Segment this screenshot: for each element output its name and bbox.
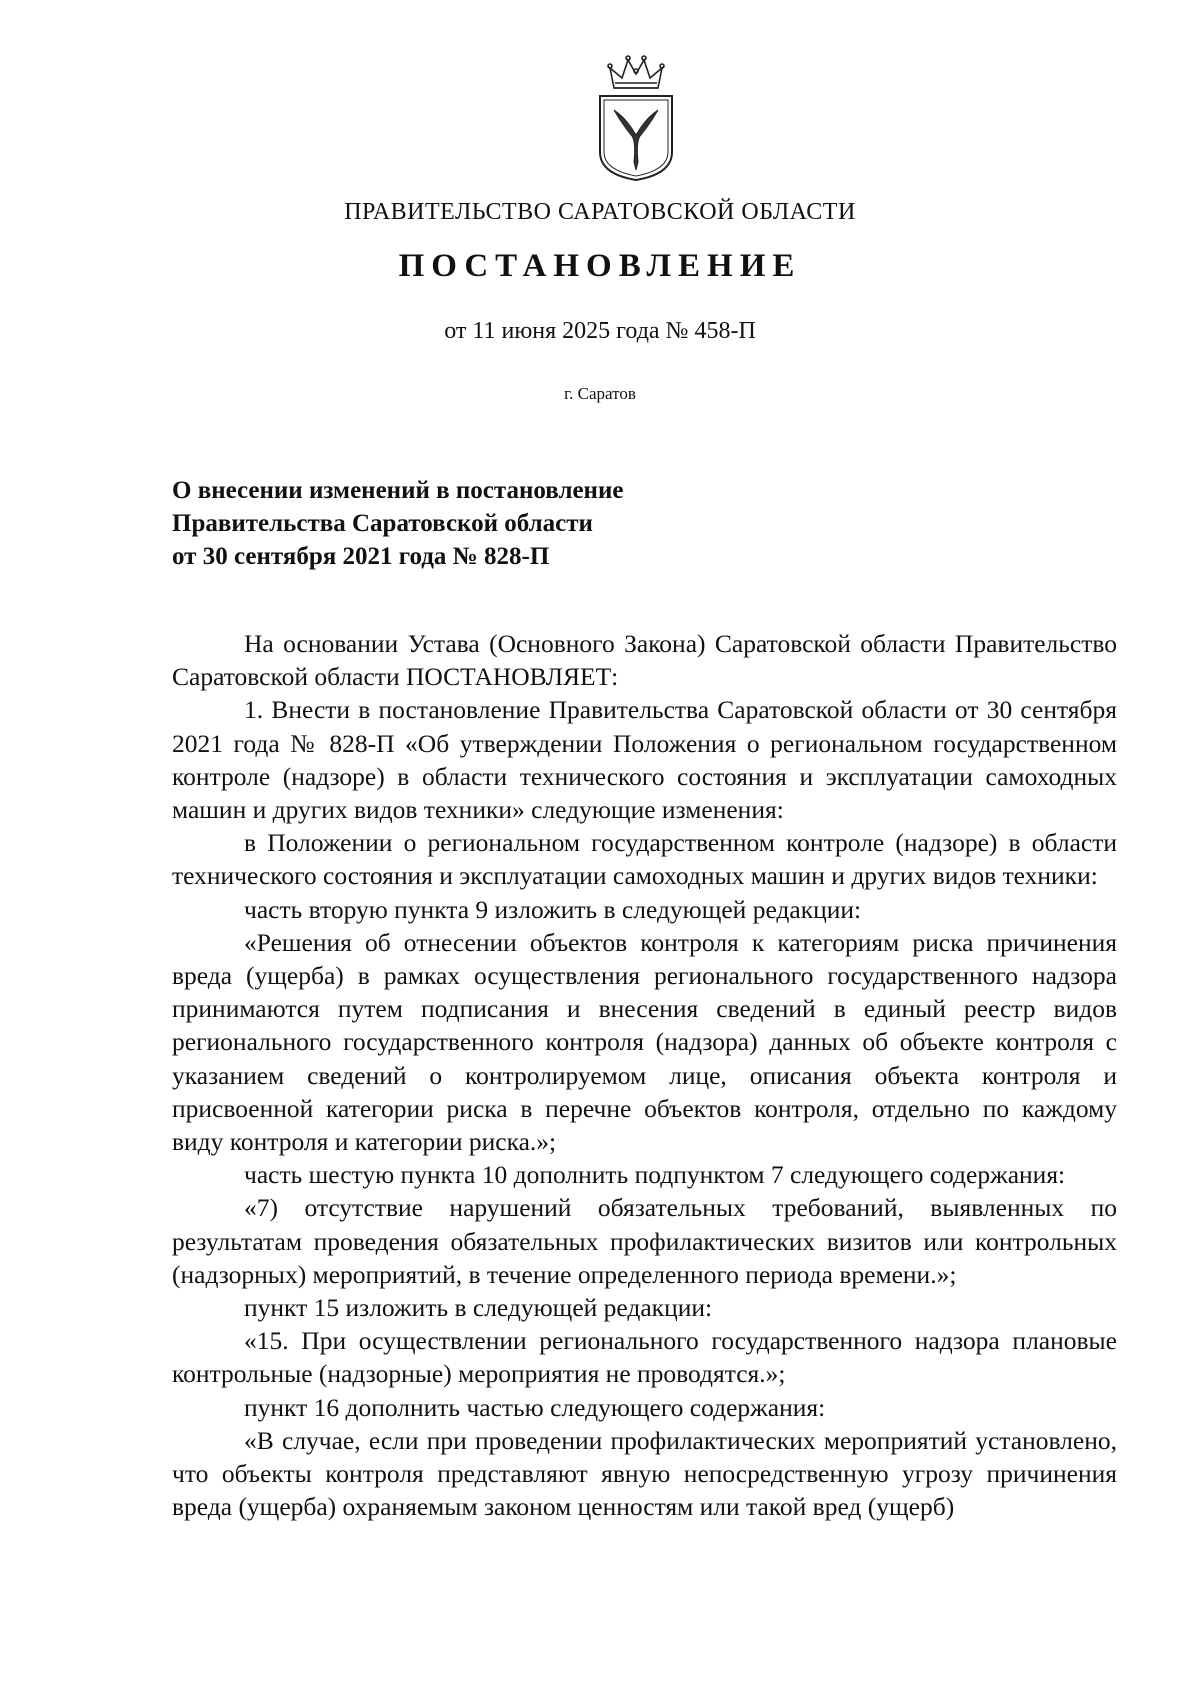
paragraph-item-1: 1. Внести в постановление Правительства Саратовской области от 30 сентября 2021 года № 828-П «Об утверждении Положения о региональном государственном контроле (надзоре) в области технического состояния и эксплуатации самоходных машин и других видов техники» следующие изменения: bbox=[172, 695, 1117, 825]
paragraph: в Положении о региональном государственном контроле (надзоре) в области технического состояния и эксплуатации самоходных машин и других видов техники: bbox=[172, 828, 1117, 891]
issuer-name: ПРАВИТЕЛЬСТВО САРАТОВСКОЙ ОБЛАСТИ bbox=[344, 199, 856, 225]
paragraph: пункт 16 дополнить частью следующего содержания: bbox=[244, 1392, 826, 1422]
city: г. Саратов bbox=[564, 384, 636, 403]
paragraph: пункт 15 изложить в следующей редакции: bbox=[244, 1293, 713, 1323]
paragraph: часть вторую пункта 9 изложить в следующей редакции: bbox=[244, 894, 862, 924]
paragraph-quote: «В случае, если при проведении профилактических мероприятий установлено, что объекты контроля представляют явную непосредственную угрозу причинения вреда (ущерба) охраняемым законом ценностям или такой вред (ущерб) bbox=[172, 1425, 1117, 1522]
paragraph-quote: «7) отсутствие нарушений обязательных требований, выявленных по результатам проведения обязательных профилактических визитов или контрольных (надзорных) мероприятий, в течение определенного периода времени.»; bbox=[172, 1193, 1117, 1289]
subject-heading bbox=[172, 474, 872, 573]
subject-line: О внесении изменений в постановление bbox=[172, 477, 624, 504]
paragraph-preamble: На основании Устава (Основного Закона) Саратовской области Правительство Саратовской области ПОСТАНОВЛЯЕТ: bbox=[172, 629, 1117, 692]
paragraph-quote: «15. При осуществлении регионального государственного надзора плановые контрольные (надзорные) мероприятия не проводятся.»; bbox=[172, 1326, 1117, 1389]
date-and-number: от 11 июня 2025 года № 458-П bbox=[444, 318, 756, 344]
subject-line: Правительства Саратовской области bbox=[172, 510, 593, 537]
subject-line: от 30 сентября 2021 года № 828-П bbox=[172, 543, 550, 570]
paragraph: часть шестую пункта 10 дополнить подпунктом 7 следующего содержания: bbox=[244, 1160, 1066, 1190]
paragraph-quote: «Решения об отнесении объектов контроля к категориям риска причинения вреда (ущерба) в рамках осуществления регионального государственного надзора принимаются путем подписания и внесения сведений в единый реестр видов регионального государственного контроля (надзора) данных об объекте контроля с указанием сведений о контролируемом лице, описания объекта контроля и присвоенной категории риска в перечне объектов контроля, отдельно по каждому виду контроля и категории риска.»; bbox=[172, 927, 1117, 1157]
document-body bbox=[172, 627, 1117, 1523]
coat-of-arms-emblem bbox=[596, 52, 676, 182]
document-type-title: ПОСТАНОВЛЕНИЕ bbox=[398, 248, 802, 284]
